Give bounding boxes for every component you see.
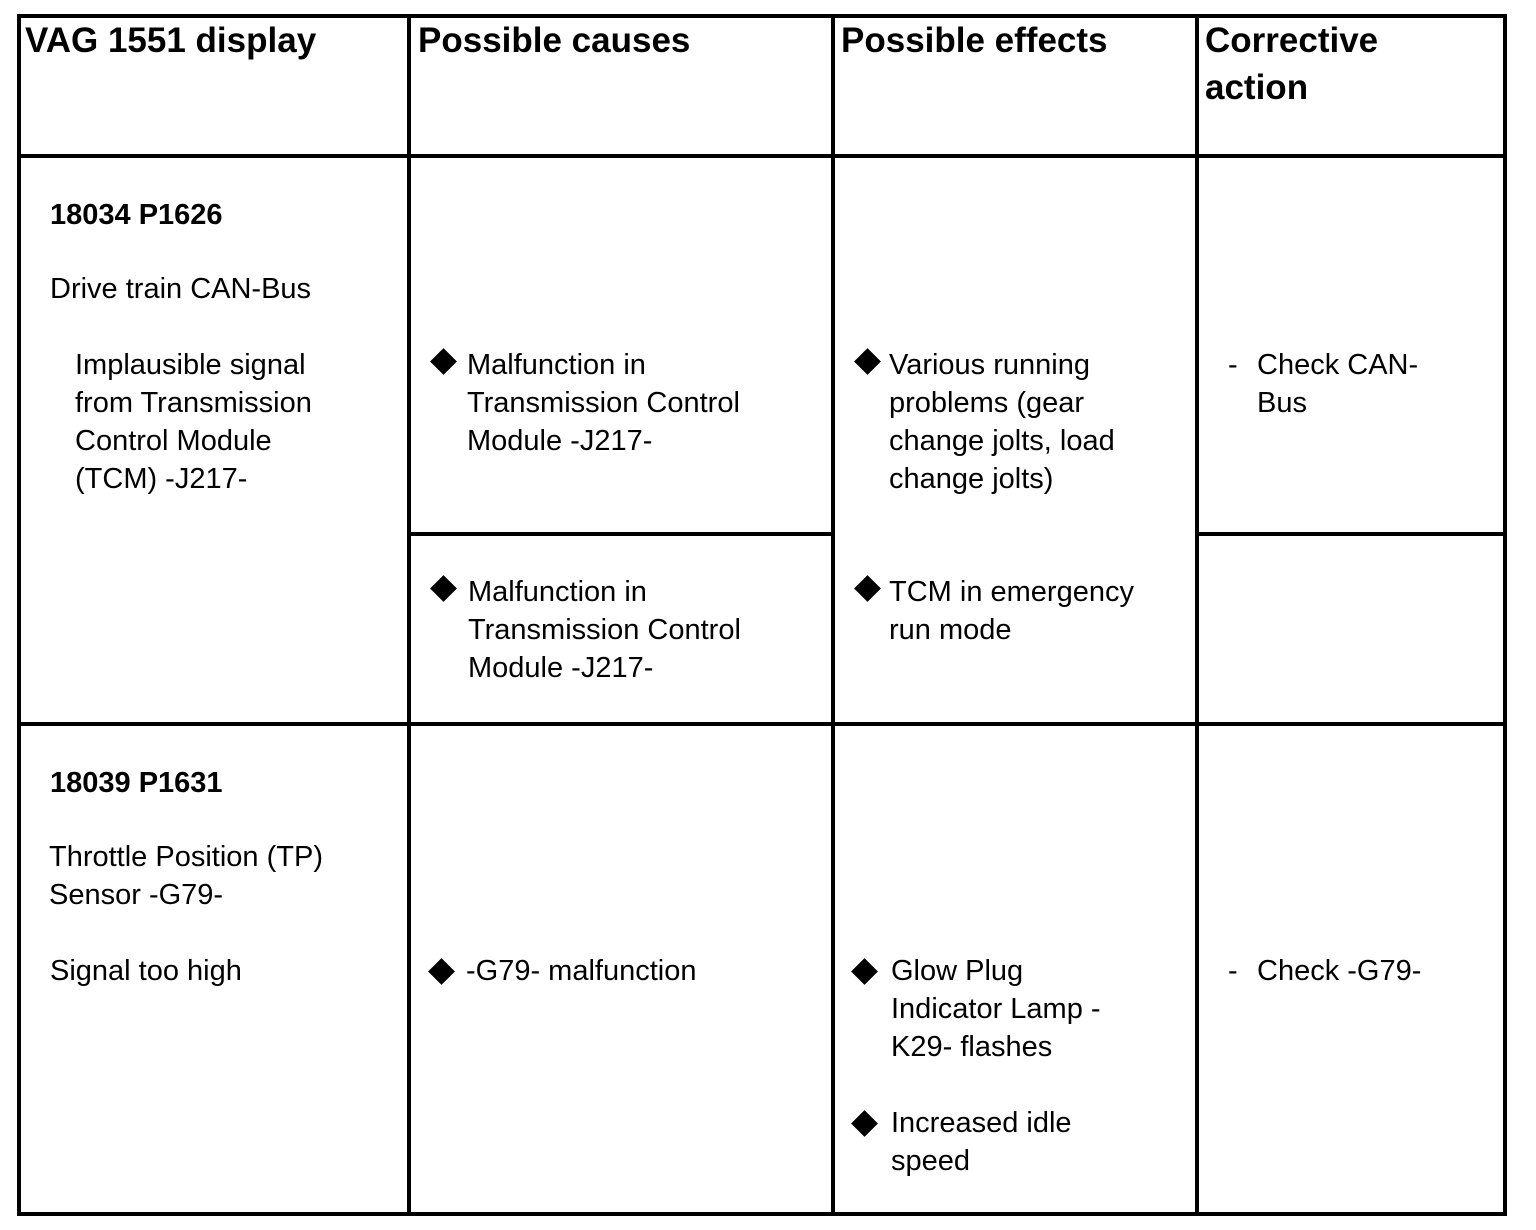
header-action-line-1: Corrective bbox=[1205, 21, 1379, 60]
row1-split-action bbox=[1197, 532, 1507, 536]
row1-effect-a-line-4: change jolts) bbox=[889, 463, 1054, 495]
table-border-bottom bbox=[17, 1212, 1507, 1216]
row2-action-dash: - bbox=[1228, 955, 1238, 987]
row1-effect-a-line-3: change jolts, load bbox=[889, 425, 1115, 457]
row1-cause-a-line-2: Transmission Control bbox=[467, 387, 740, 419]
header-action-line-2: action bbox=[1205, 68, 1309, 107]
row1-effect-a-line-2: problems (gear bbox=[889, 387, 1085, 419]
row1-action bbox=[1257, 346, 1418, 422]
row1-cause-b-text bbox=[468, 573, 741, 687]
diagnostic-table bbox=[17, 14, 1507, 1216]
row1-effect-b-line-2: run mode bbox=[889, 614, 1012, 646]
header-divider bbox=[17, 154, 1507, 158]
row1-cause-b-line-3: Module -J217- bbox=[468, 652, 654, 684]
row1-cause-a-line-3: Module -J217- bbox=[467, 425, 653, 457]
row2-cause-text: -G79- malfunction bbox=[466, 955, 697, 987]
row1-fault-line-3: Control Module bbox=[75, 425, 272, 457]
row1-code: 18034 P1626 bbox=[50, 199, 223, 231]
row-divider bbox=[17, 722, 1507, 726]
row1-effect-a-line-1: Various running bbox=[889, 349, 1090, 381]
row2-effect-a-line-1: Glow Plug bbox=[891, 955, 1024, 987]
row2-effect-a-line-3: K29- flashes bbox=[891, 1031, 1053, 1063]
row2-fault: Signal too high bbox=[50, 955, 242, 987]
row1-action-dash: - bbox=[1228, 349, 1238, 381]
row1-fault-line-1: Implausible signal bbox=[75, 349, 306, 381]
row1-component: Drive train CAN-Bus bbox=[50, 273, 312, 305]
row2-effect-b-line-2: speed bbox=[891, 1145, 971, 1177]
row1-cause-a-text bbox=[467, 346, 740, 460]
row1-fault bbox=[75, 346, 312, 498]
row1-cause-b-line-2: Transmission Control bbox=[468, 614, 741, 646]
row2-component-line-2: Sensor -G79- bbox=[49, 879, 224, 911]
row2-component-line-1: Throttle Position (TP) bbox=[49, 841, 323, 873]
col-divider-2 bbox=[831, 14, 835, 1216]
row2-component bbox=[49, 838, 323, 914]
header-effects: Possible effects bbox=[841, 21, 1108, 60]
col-divider-1 bbox=[407, 14, 411, 1216]
header-causes: Possible causes bbox=[418, 21, 691, 60]
row2-effect-a-line-2: Indicator Lamp - bbox=[891, 993, 1101, 1025]
col-divider-3 bbox=[1195, 14, 1199, 1216]
row2-code: 18039 P1631 bbox=[50, 767, 223, 799]
row1-effect-a-text bbox=[889, 346, 1115, 498]
row1-action-line-1: Check CAN- bbox=[1257, 349, 1419, 381]
row1-split-causes bbox=[409, 532, 833, 536]
table-border-right bbox=[1503, 14, 1507, 1216]
row1-cause-b-line-1: Malfunction in bbox=[468, 576, 647, 608]
table-border-left bbox=[17, 14, 21, 1216]
row1-fault-line-4: (TCM) -J217- bbox=[75, 463, 248, 495]
row2-action: Check -G79- bbox=[1257, 955, 1422, 987]
row2-effect-a-text bbox=[891, 952, 1101, 1066]
row1-fault-line-2: from Transmission bbox=[75, 387, 312, 419]
row1-action-line-2: Bus bbox=[1257, 387, 1307, 419]
header-display: VAG 1551 display bbox=[25, 21, 317, 60]
header-action bbox=[1205, 17, 1378, 111]
row2-effect-b-text bbox=[891, 1104, 1072, 1180]
row1-effect-b-line-1: TCM in emergency bbox=[889, 576, 1134, 608]
row1-effect-b-text bbox=[889, 573, 1134, 649]
row1-cause-a-line-1: Malfunction in bbox=[467, 349, 646, 381]
row2-effect-b-line-1: Increased idle bbox=[891, 1107, 1072, 1139]
